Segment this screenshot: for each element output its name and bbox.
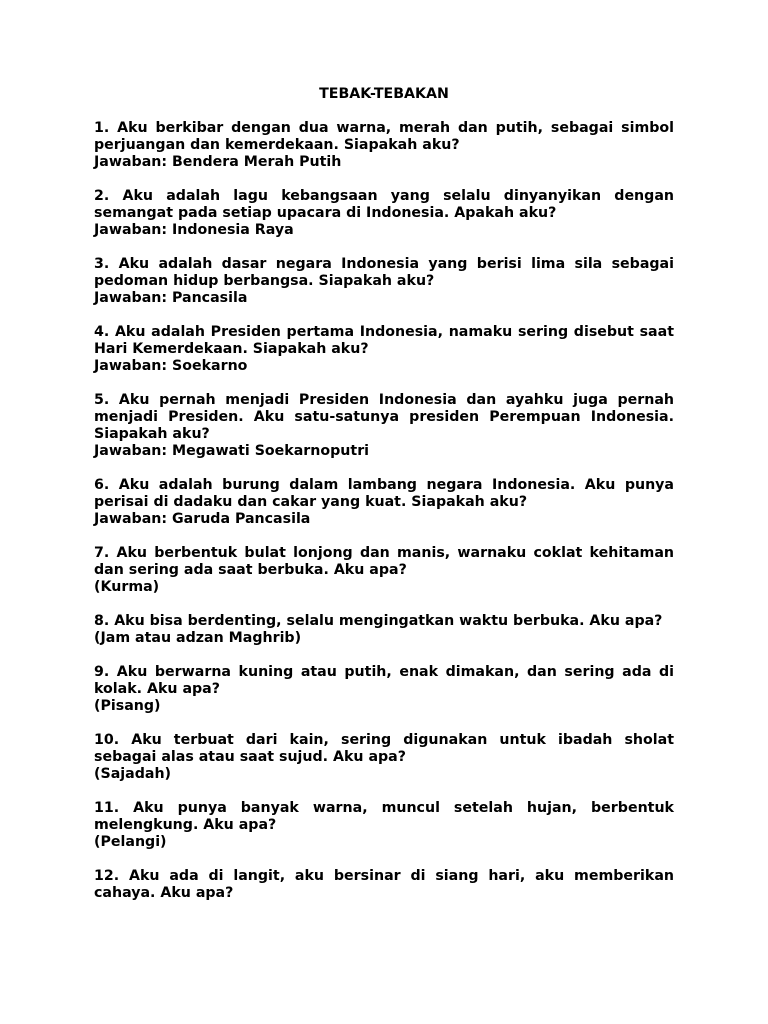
- riddle-answer: Jawaban: Bendera Merah Putih: [94, 154, 342, 170]
- riddle-item: [94, 613, 674, 647]
- riddle-answer: Jawaban: Indonesia Raya: [94, 222, 294, 238]
- riddle-item: [94, 188, 674, 239]
- riddle-question: 9. Aku berwarna kuning atau putih, enak dimakan, dan sering ada di kolak. Aku apa?: [94, 664, 674, 697]
- riddle-question: 7. Aku berbentuk bulat lonjong dan manis, warnaku coklat kehitaman dan sering ada saat berbuka. Aku apa?: [94, 545, 674, 578]
- riddle-question: 3. Aku adalah dasar negara Indonesia yang berisi lima sila sebagai pedoman hidup berbangsa. Siapakah aku?: [94, 256, 674, 289]
- riddle-answer: Jawaban: Soekarno: [94, 358, 248, 374]
- riddle-item: [94, 868, 674, 902]
- riddle-item: [94, 256, 674, 307]
- riddle-item: [94, 545, 674, 596]
- riddle-question: 11. Aku punya banyak warna, muncul setelah hujan, berbentuk melengkung. Aku apa?: [94, 800, 674, 833]
- riddle-question: 8. Aku bisa berdenting, selalu mengingatkan waktu berbuka. Aku apa?: [94, 613, 663, 629]
- riddle-item: [94, 477, 674, 528]
- riddle-answer: Jawaban: Megawati Soekarnoputri: [94, 443, 370, 459]
- riddle-question: 10. Aku terbuat dari kain, sering digunakan untuk ibadah sholat sebagai alas atau saat sujud. Aku apa?: [94, 732, 674, 765]
- riddle-answer: (Kurma): [94, 579, 160, 595]
- riddle-item: [94, 324, 674, 375]
- riddle-item: [94, 664, 674, 715]
- riddle-item: [94, 800, 674, 851]
- riddle-answer: (Jam atau adzan Maghrib): [94, 630, 302, 646]
- riddle-question: 6. Aku adalah burung dalam lambang negara Indonesia. Aku punya perisai di dadaku dan cakar yang kuat. Siapakah aku?: [94, 477, 674, 510]
- riddle-answer: (Pelangi): [94, 834, 167, 850]
- document-title: TEBAK-TEBAKAN: [319, 86, 449, 102]
- riddle-answer: (Pisang): [94, 698, 161, 714]
- document-page: [94, 86, 674, 919]
- riddle-item: [94, 120, 674, 171]
- riddle-question: 2. Aku adalah lagu kebangsaan yang selalu dinyanyikan dengan semangat pada setiap upacara di Indonesia. Apakah aku?: [94, 188, 674, 221]
- riddle-answer: Jawaban: Pancasila: [94, 290, 248, 306]
- riddle-answer: (Sajadah): [94, 766, 172, 782]
- riddle-question: 12. Aku ada di langit, aku bersinar di siang hari, aku memberikan cahaya. Aku apa?: [94, 868, 674, 901]
- riddle-item: [94, 392, 674, 460]
- riddle-question: 4. Aku adalah Presiden pertama Indonesia, namaku sering disebut saat Hari Kemerdekaan. Siapakah aku?: [94, 324, 674, 357]
- riddle-question: 5. Aku pernah menjadi Presiden Indonesia dan ayahku juga pernah menjadi Presiden. Aku satu-satunya presiden Perempuan Indonesia. Siapakah aku?: [94, 392, 674, 442]
- riddle-item: [94, 732, 674, 783]
- riddle-answer: Jawaban: Garuda Pancasila: [94, 511, 311, 527]
- riddle-question: 1. Aku berkibar dengan dua warna, merah dan putih, sebagai simbol perjuangan dan kemerdekaan. Siapakah aku?: [94, 120, 674, 153]
